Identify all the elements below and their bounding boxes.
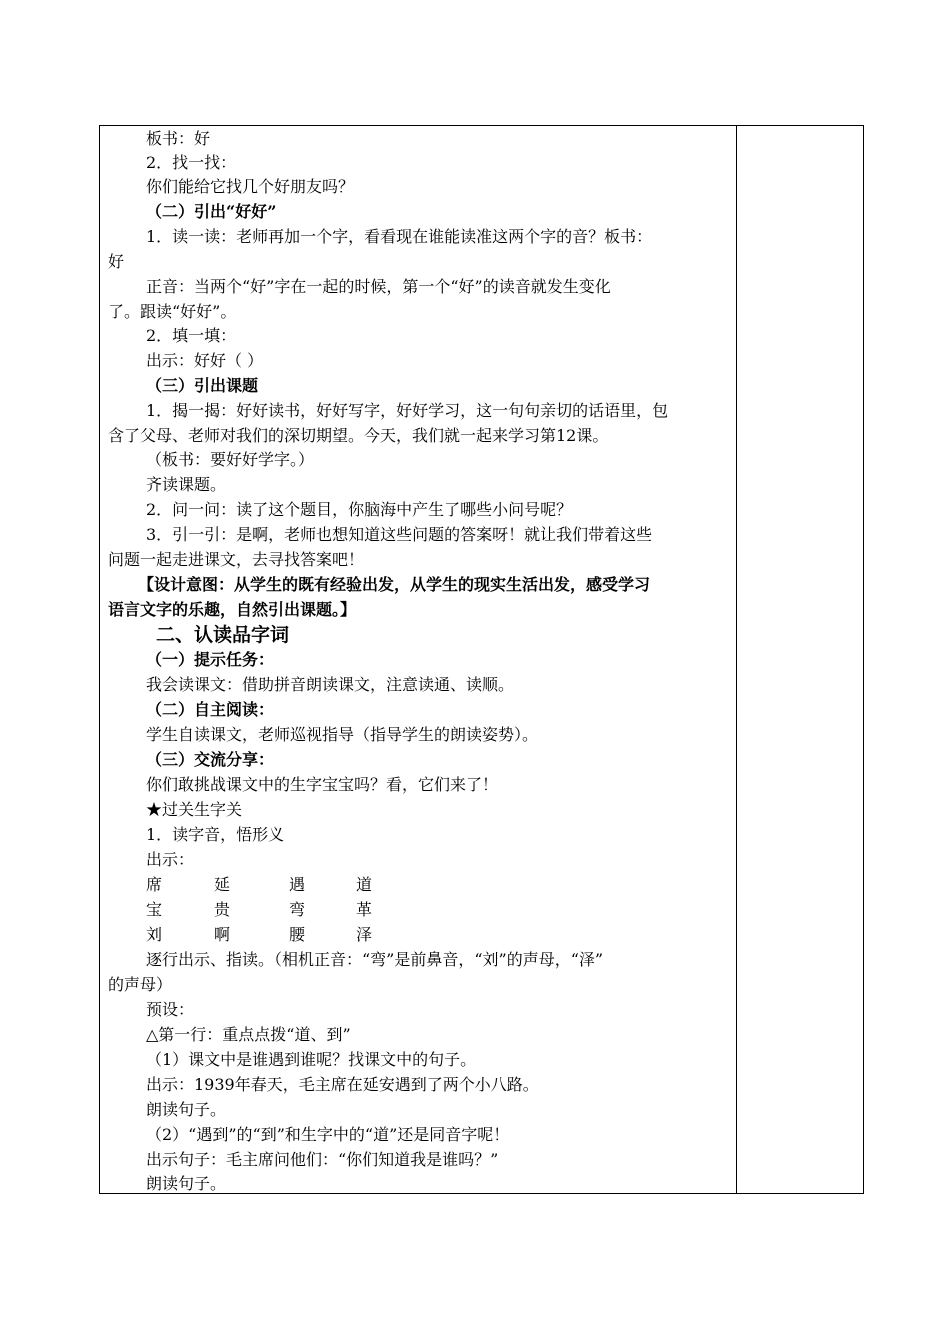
text-line: ★过关生字关 [146,800,243,819]
text-line: 朗读句子。 [146,1174,227,1193]
text-line: 板书：好 [146,129,211,148]
char-cell: 道 [356,875,373,894]
text-line: 我会读课文：借助拼音朗读课文，注意读通、读顺。 [146,675,515,694]
text-line: 3．引一引：是啊，老师也想知道这些问题的答案呀！就让我们带着这些 [146,525,653,544]
text-line: 出示句子：毛主席问他们：“你们知道我是谁吗？” [146,1150,499,1169]
text-line: △第一行：重点点拨“道、到” [146,1025,351,1044]
text-line: 预设： [146,1000,195,1019]
text-line: 逐行出示、指读。（相机正音：“弯”是前鼻音，“刘”的声母，“泽” [146,950,604,969]
text-line: 出示： [146,850,195,869]
text-line: 出示：1939年春天，毛主席在延安遇到了两个小八路。 [146,1075,539,1094]
text-line: 你们能给它找几个好朋友吗？ [146,177,355,196]
char-cell: 刘 [146,925,163,944]
text-line: 学生自读课文，老师巡视指导（指导学生的朗读姿势）。 [146,725,539,744]
section-heading: （三）引出课题 [146,376,259,395]
text-line: （板书：要好好学字。） [146,450,315,469]
char-cell: 弯 [289,900,306,919]
char-cell: 席 [146,875,163,894]
section-heading: （二）自主阅读： [146,700,275,719]
text-line: 正音：当两个“好”字在一起的时候，第一个“好”的读音就发生变化 [146,277,611,296]
text-line: 齐读课题。 [146,475,227,494]
lesson-table [99,125,864,1194]
text-line: 2．问一问：读了这个题目，你脑海中产生了哪些小问号呢？ [146,500,573,519]
text-line: 2．填一填： [146,326,237,345]
char-cell: 啊 [214,925,231,944]
char-cell: 延 [214,875,231,894]
text-line: （1）课文中是谁遇到谁呢？找课文中的句子。 [146,1050,477,1069]
text-line: 朗读句子。 [146,1100,227,1119]
char-cell: 遇 [289,875,306,894]
section-heading: （三）交流分享： [146,750,275,769]
char-cell: 革 [356,900,373,919]
text-line: 好 [108,252,125,271]
char-cell: 泽 [356,925,373,944]
text-line: 1．读一读：老师再加一个字，看看现在谁能读准这两个字的音？板书： [146,227,653,246]
text-line: 1．读字音，悟形义 [146,825,285,844]
char-cell: 贵 [214,900,231,919]
design-intent: 【设计意图：从学生的既有经验出发，从学生的现实生活出发，感受学习 [138,575,651,594]
char-cell: 宝 [146,900,163,919]
section-heading: （一）提示任务： [146,650,275,669]
column-divider [736,126,737,1193]
text-line: 问题一起走进课文，去寻找答案吧！ [108,550,365,569]
section-heading: （二）引出“好好” [146,202,277,221]
text-line: 1．揭一揭：好好读书，好好写字，好好学习，这一句句亲切的话语里，包 [146,401,669,420]
text-line: 了。跟读“好好”。 [108,302,237,321]
text-line: 的声母） [108,975,173,994]
text-line: 含了父母、老师对我们的深切期望。今天，我们就一起来学习第12课。 [108,426,609,445]
chapter-heading: 二、认读品字词 [156,624,290,646]
text-line: 2．找一找： [146,153,237,172]
text-line: 你们敢挑战课文中的生字宝宝吗？看，它们来了！ [146,775,499,794]
char-cell: 腰 [289,925,306,944]
design-intent: 语言文字的乐趣，自然引出课题。】 [108,600,357,619]
text-line: 出示：好好（ ） [146,351,264,370]
text-line: （2）“遇到”的“到”和生字中的“道”还是同音字呢！ [146,1125,510,1144]
